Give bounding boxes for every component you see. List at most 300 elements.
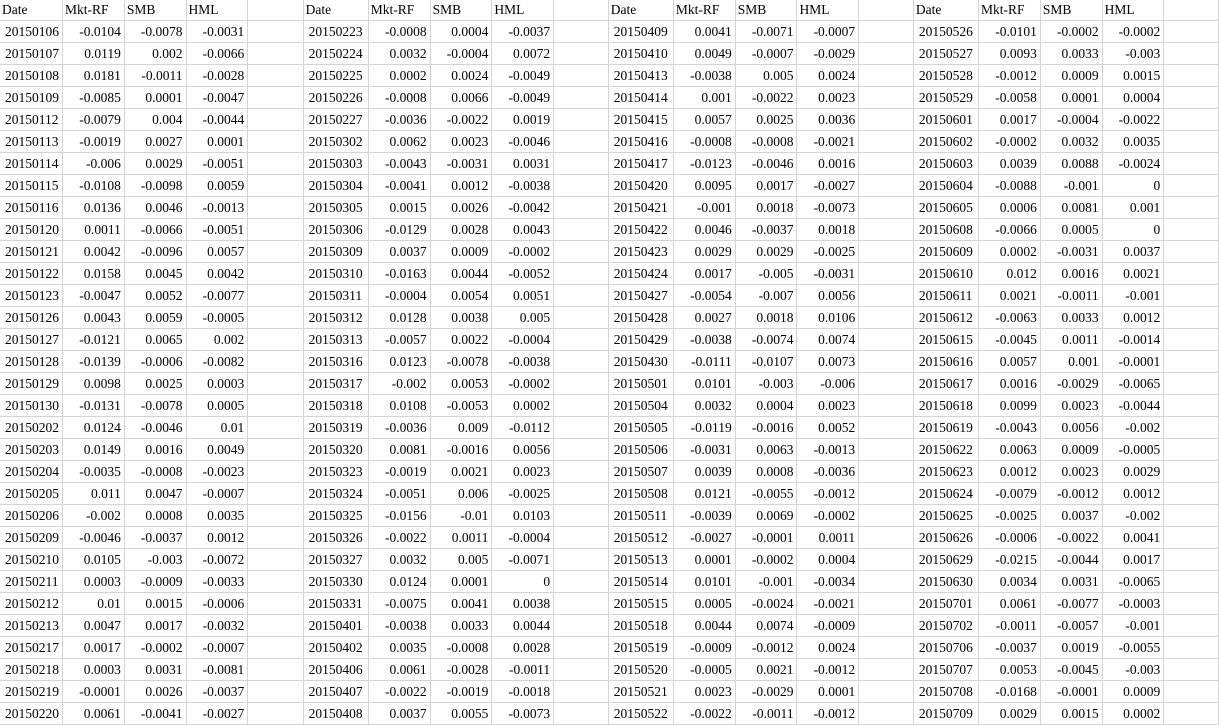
hml-cell[interactable]: -0.0002 bbox=[1102, 21, 1164, 43]
smb-cell[interactable]: 0.0063 bbox=[735, 439, 797, 461]
empty-cell[interactable] bbox=[859, 21, 914, 43]
mkt-rf-cell[interactable]: 0.0017 bbox=[673, 263, 735, 285]
empty-cell[interactable] bbox=[248, 593, 303, 615]
hml-cell[interactable]: 0.0052 bbox=[797, 417, 859, 439]
empty-cell[interactable] bbox=[554, 153, 609, 175]
mkt-rf-cell[interactable]: -0.0101 bbox=[979, 21, 1041, 43]
empty-cell[interactable] bbox=[1164, 571, 1219, 593]
empty-cell[interactable] bbox=[248, 637, 303, 659]
empty-cell[interactable] bbox=[248, 505, 303, 527]
mkt-rf-cell[interactable]: -0.0111 bbox=[673, 351, 735, 373]
mkt-rf-cell[interactable]: -0.0047 bbox=[63, 285, 125, 307]
date-cell[interactable]: 20150309 bbox=[304, 241, 369, 263]
empty-cell[interactable] bbox=[859, 0, 914, 21]
mkt-rf-cell[interactable]: 0.0021 bbox=[979, 285, 1041, 307]
smb-cell[interactable]: 0.009 bbox=[430, 417, 492, 439]
mkt-rf-cell[interactable]: 0.0037 bbox=[368, 241, 430, 263]
empty-cell[interactable] bbox=[859, 395, 914, 417]
smb-cell[interactable]: 0.0001 bbox=[1040, 87, 1102, 109]
empty-cell[interactable] bbox=[1164, 461, 1219, 483]
date-cell[interactable]: 20150224 bbox=[304, 43, 369, 65]
smb-cell[interactable]: -0.0029 bbox=[735, 681, 797, 703]
empty-cell[interactable] bbox=[1164, 0, 1219, 21]
empty-cell[interactable] bbox=[859, 263, 914, 285]
mkt-rf-cell[interactable]: -0.0008 bbox=[368, 21, 430, 43]
smb-cell[interactable]: -0.005 bbox=[735, 263, 797, 285]
empty-cell[interactable] bbox=[248, 109, 303, 131]
smb-cell[interactable]: 0.0033 bbox=[1040, 43, 1102, 65]
smb-cell[interactable]: -0.0022 bbox=[735, 87, 797, 109]
hml-cell[interactable]: 0 bbox=[1102, 219, 1164, 241]
date-cell[interactable]: 20150526 bbox=[914, 21, 979, 43]
hml-cell[interactable]: 0.0009 bbox=[1102, 681, 1164, 703]
smb-cell[interactable]: 0.0038 bbox=[430, 307, 492, 329]
mkt-rf-cell[interactable]: -0.0025 bbox=[979, 505, 1041, 527]
mkt-rf-cell[interactable]: 0.0043 bbox=[63, 307, 125, 329]
empty-cell[interactable] bbox=[1164, 417, 1219, 439]
mkt-rf-cell[interactable]: 0.0061 bbox=[368, 659, 430, 681]
smb-cell[interactable]: 0.0046 bbox=[124, 197, 186, 219]
mkt-rf-cell[interactable]: 0.0029 bbox=[673, 241, 735, 263]
date-cell[interactable]: 20150430 bbox=[609, 351, 674, 373]
date-cell[interactable]: 20150702 bbox=[914, 615, 979, 637]
mkt-rf-cell[interactable]: 0.0039 bbox=[979, 153, 1041, 175]
date-cell[interactable]: 20150327 bbox=[304, 549, 369, 571]
date-cell[interactable]: 20150420 bbox=[609, 175, 674, 197]
empty-cell[interactable] bbox=[554, 417, 609, 439]
date-cell[interactable]: 20150305 bbox=[304, 197, 369, 219]
smb-cell[interactable]: 0.0045 bbox=[124, 263, 186, 285]
mkt-rf-cell[interactable]: -0.0108 bbox=[63, 175, 125, 197]
hml-cell[interactable]: 0.0004 bbox=[1102, 87, 1164, 109]
smb-cell[interactable]: -0.0008 bbox=[735, 131, 797, 153]
empty-cell[interactable] bbox=[859, 153, 914, 175]
smb-cell[interactable]: -0.0024 bbox=[735, 593, 797, 615]
date-cell[interactable]: 20150514 bbox=[609, 571, 674, 593]
empty-cell[interactable] bbox=[859, 637, 914, 659]
empty-cell[interactable] bbox=[248, 329, 303, 351]
date-cell[interactable]: 20150604 bbox=[914, 175, 979, 197]
hml-cell[interactable]: 0.0041 bbox=[1102, 527, 1164, 549]
hml-cell[interactable]: 0.0017 bbox=[1102, 549, 1164, 571]
hml-cell[interactable]: -0.0002 bbox=[492, 241, 554, 263]
smb-cell[interactable]: -0.0022 bbox=[430, 109, 492, 131]
mkt-rf-cell[interactable]: 0.0029 bbox=[979, 703, 1041, 725]
date-cell[interactable]: 20150225 bbox=[304, 65, 369, 87]
empty-cell[interactable] bbox=[248, 571, 303, 593]
hml-cell[interactable]: 0.0051 bbox=[492, 285, 554, 307]
smb-cell[interactable]: 0.0028 bbox=[430, 219, 492, 241]
smb-cell[interactable]: 0.0017 bbox=[735, 175, 797, 197]
empty-cell[interactable] bbox=[859, 527, 914, 549]
empty-cell[interactable] bbox=[248, 417, 303, 439]
hml-cell[interactable]: 0.0073 bbox=[797, 351, 859, 373]
date-cell[interactable]: 20150304 bbox=[304, 175, 369, 197]
empty-cell[interactable] bbox=[554, 197, 609, 219]
smb-cell[interactable]: 0.0026 bbox=[124, 681, 186, 703]
mkt-rf-cell[interactable]: -0.0131 bbox=[63, 395, 125, 417]
date-cell[interactable]: 20150206 bbox=[0, 505, 63, 527]
empty-cell[interactable] bbox=[554, 571, 609, 593]
empty-cell[interactable] bbox=[554, 263, 609, 285]
hml-cell[interactable]: -0.0038 bbox=[492, 351, 554, 373]
hml-cell[interactable]: -0.0072 bbox=[186, 549, 248, 571]
date-cell[interactable]: 20150313 bbox=[304, 329, 369, 351]
empty-cell[interactable] bbox=[859, 439, 914, 461]
mkt-rf-cell[interactable]: 0.0032 bbox=[368, 43, 430, 65]
date-cell[interactable]: 20150123 bbox=[0, 285, 63, 307]
hml-cell[interactable]: 0.0024 bbox=[797, 65, 859, 87]
mkt-rf-cell[interactable]: -0.0041 bbox=[368, 175, 430, 197]
hml-cell[interactable]: -0.0038 bbox=[492, 175, 554, 197]
empty-cell[interactable] bbox=[859, 87, 914, 109]
empty-cell[interactable] bbox=[248, 307, 303, 329]
mkt-rf-cell[interactable]: 0.0015 bbox=[368, 197, 430, 219]
date-cell[interactable]: 20150226 bbox=[304, 87, 369, 109]
mkt-rf-cell[interactable]: 0.0016 bbox=[979, 373, 1041, 395]
smb-cell[interactable]: 0.0069 bbox=[735, 505, 797, 527]
smb-cell[interactable]: -0.0016 bbox=[430, 439, 492, 461]
smb-cell[interactable]: -0.0006 bbox=[124, 351, 186, 373]
smb-cell[interactable]: -0.0053 bbox=[430, 395, 492, 417]
date-cell[interactable]: 20150212 bbox=[0, 593, 63, 615]
empty-cell[interactable] bbox=[859, 373, 914, 395]
smb-cell[interactable]: 0.0011 bbox=[430, 527, 492, 549]
date-cell[interactable]: 20150511 bbox=[609, 505, 674, 527]
smb-cell[interactable]: -0.003 bbox=[124, 549, 186, 571]
empty-cell[interactable] bbox=[248, 395, 303, 417]
date-cell[interactable]: 20150630 bbox=[914, 571, 979, 593]
smb-cell[interactable]: -0.0001 bbox=[1040, 681, 1102, 703]
empty-cell[interactable] bbox=[554, 65, 609, 87]
date-cell[interactable]: 20150428 bbox=[609, 307, 674, 329]
empty-cell[interactable] bbox=[1164, 395, 1219, 417]
date-cell[interactable]: 20150113 bbox=[0, 131, 63, 153]
smb-cell[interactable]: 0.001 bbox=[1040, 351, 1102, 373]
hml-cell[interactable]: -0.0001 bbox=[1102, 351, 1164, 373]
mkt-rf-cell[interactable]: 0.0012 bbox=[979, 461, 1041, 483]
header-hml-cell[interactable]: HML bbox=[797, 0, 859, 21]
smb-cell[interactable]: 0.0054 bbox=[430, 285, 492, 307]
date-cell[interactable]: 20150109 bbox=[0, 87, 63, 109]
empty-cell[interactable] bbox=[248, 153, 303, 175]
mkt-rf-cell[interactable]: 0.0037 bbox=[368, 703, 430, 725]
empty-cell[interactable] bbox=[1164, 263, 1219, 285]
smb-cell[interactable]: -0.0031 bbox=[430, 153, 492, 175]
mkt-rf-cell[interactable]: -0.0215 bbox=[979, 549, 1041, 571]
header-hml-cell[interactable]: HML bbox=[186, 0, 248, 21]
empty-cell[interactable] bbox=[248, 527, 303, 549]
smb-cell[interactable]: 0.006 bbox=[430, 483, 492, 505]
mkt-rf-cell[interactable]: 0.0128 bbox=[368, 307, 430, 329]
mkt-rf-cell[interactable]: 0.0105 bbox=[63, 549, 125, 571]
hml-cell[interactable]: -0.0031 bbox=[797, 263, 859, 285]
hml-cell[interactable]: 0.0001 bbox=[186, 131, 248, 153]
empty-cell[interactable] bbox=[248, 43, 303, 65]
date-cell[interactable]: 20150601 bbox=[914, 109, 979, 131]
mkt-rf-cell[interactable]: 0.0057 bbox=[979, 351, 1041, 373]
date-cell[interactable]: 20150202 bbox=[0, 417, 63, 439]
date-cell[interactable]: 20150625 bbox=[914, 505, 979, 527]
hml-cell[interactable]: -0.0012 bbox=[797, 659, 859, 681]
date-cell[interactable]: 20150121 bbox=[0, 241, 63, 263]
date-cell[interactable]: 20150422 bbox=[609, 219, 674, 241]
date-cell[interactable]: 20150618 bbox=[914, 395, 979, 417]
empty-cell[interactable] bbox=[1164, 527, 1219, 549]
empty-cell[interactable] bbox=[1164, 351, 1219, 373]
mkt-rf-cell[interactable]: -0.0035 bbox=[63, 461, 125, 483]
hml-cell[interactable]: 0.0037 bbox=[1102, 241, 1164, 263]
header-smb-cell[interactable]: SMB bbox=[124, 0, 186, 21]
smb-cell[interactable]: 0.0031 bbox=[124, 659, 186, 681]
mkt-rf-cell[interactable]: 0.0099 bbox=[979, 395, 1041, 417]
empty-cell[interactable] bbox=[248, 21, 303, 43]
mkt-rf-cell[interactable]: 0.0121 bbox=[673, 483, 735, 505]
date-cell[interactable]: 20150423 bbox=[609, 241, 674, 263]
smb-cell[interactable]: -0.0007 bbox=[735, 43, 797, 65]
hml-cell[interactable]: -0.0005 bbox=[1102, 439, 1164, 461]
header-smb-cell[interactable]: SMB bbox=[735, 0, 797, 21]
empty-cell[interactable] bbox=[554, 593, 609, 615]
hml-cell[interactable]: -0.003 bbox=[1102, 43, 1164, 65]
empty-cell[interactable] bbox=[248, 461, 303, 483]
empty-cell[interactable] bbox=[1164, 659, 1219, 681]
date-cell[interactable]: 20150619 bbox=[914, 417, 979, 439]
smb-cell[interactable]: -0.0011 bbox=[1040, 285, 1102, 307]
date-cell[interactable]: 20150114 bbox=[0, 153, 63, 175]
mkt-rf-cell[interactable]: 0.0108 bbox=[368, 395, 430, 417]
smb-cell[interactable]: 0.0009 bbox=[1040, 65, 1102, 87]
hml-cell[interactable]: -0.0021 bbox=[797, 131, 859, 153]
smb-cell[interactable]: 0.004 bbox=[124, 109, 186, 131]
smb-cell[interactable]: -0.0078 bbox=[124, 21, 186, 43]
hml-cell[interactable]: -0.0034 bbox=[797, 571, 859, 593]
header-date-cell[interactable]: Date bbox=[609, 0, 674, 21]
empty-cell[interactable] bbox=[859, 307, 914, 329]
hml-cell[interactable]: 0.005 bbox=[492, 307, 554, 329]
smb-cell[interactable]: 0.0026 bbox=[430, 197, 492, 219]
empty-cell[interactable] bbox=[554, 549, 609, 571]
date-cell[interactable]: 20150406 bbox=[304, 659, 369, 681]
mkt-rf-cell[interactable]: -0.002 bbox=[368, 373, 430, 395]
date-cell[interactable]: 20150609 bbox=[914, 241, 979, 263]
empty-cell[interactable] bbox=[859, 219, 914, 241]
mkt-rf-cell[interactable]: -0.0054 bbox=[673, 285, 735, 307]
empty-cell[interactable] bbox=[859, 351, 914, 373]
mkt-rf-cell[interactable]: 0.0095 bbox=[673, 175, 735, 197]
empty-cell[interactable] bbox=[859, 483, 914, 505]
date-cell[interactable]: 20150608 bbox=[914, 219, 979, 241]
smb-cell[interactable]: 0.0005 bbox=[1040, 219, 1102, 241]
hml-cell[interactable]: -0.0032 bbox=[186, 615, 248, 637]
hml-cell[interactable]: 0.0021 bbox=[1102, 263, 1164, 285]
smb-cell[interactable]: 0.0037 bbox=[1040, 505, 1102, 527]
date-cell[interactable]: 20150303 bbox=[304, 153, 369, 175]
date-cell[interactable]: 20150708 bbox=[914, 681, 979, 703]
smb-cell[interactable]: 0.0059 bbox=[124, 307, 186, 329]
date-cell[interactable]: 20150306 bbox=[304, 219, 369, 241]
header-mkt-rf-cell[interactable]: Mkt-RF bbox=[673, 0, 735, 21]
empty-cell[interactable] bbox=[554, 351, 609, 373]
hml-cell[interactable]: 0.0005 bbox=[186, 395, 248, 417]
header-smb-cell[interactable]: SMB bbox=[1040, 0, 1102, 21]
smb-cell[interactable]: -0.0012 bbox=[735, 637, 797, 659]
header-mkt-rf-cell[interactable]: Mkt-RF bbox=[979, 0, 1041, 21]
hml-cell[interactable]: 0.0059 bbox=[186, 175, 248, 197]
date-cell[interactable]: 20150108 bbox=[0, 65, 63, 87]
smb-cell[interactable]: 0.0011 bbox=[1040, 329, 1102, 351]
hml-cell[interactable]: 0.0056 bbox=[492, 439, 554, 461]
date-cell[interactable]: 20150115 bbox=[0, 175, 63, 197]
empty-cell[interactable] bbox=[1164, 43, 1219, 65]
empty-cell[interactable] bbox=[554, 373, 609, 395]
smb-cell[interactable]: -0.0009 bbox=[124, 571, 186, 593]
mkt-rf-cell[interactable]: 0.0098 bbox=[63, 373, 125, 395]
date-cell[interactable]: 20150211 bbox=[0, 571, 63, 593]
smb-cell[interactable]: 0.0044 bbox=[430, 263, 492, 285]
smb-cell[interactable]: 0.0021 bbox=[430, 461, 492, 483]
hml-cell[interactable]: -0.0037 bbox=[186, 681, 248, 703]
smb-cell[interactable]: 0.0023 bbox=[1040, 461, 1102, 483]
mkt-rf-cell[interactable]: 0.0017 bbox=[63, 637, 125, 659]
mkt-rf-cell[interactable]: 0.0093 bbox=[979, 43, 1041, 65]
mkt-rf-cell[interactable]: 0.0023 bbox=[673, 681, 735, 703]
smb-cell[interactable]: 0.0021 bbox=[735, 659, 797, 681]
date-cell[interactable]: 20150316 bbox=[304, 351, 369, 373]
hml-cell[interactable]: -0.0004 bbox=[492, 329, 554, 351]
date-cell[interactable]: 20150310 bbox=[304, 263, 369, 285]
smb-cell[interactable]: -0.0098 bbox=[124, 175, 186, 197]
empty-cell[interactable] bbox=[1164, 637, 1219, 659]
hml-cell[interactable]: -0.0073 bbox=[797, 197, 859, 219]
mkt-rf-cell[interactable]: 0.0046 bbox=[673, 219, 735, 241]
date-cell[interactable]: 20150223 bbox=[304, 21, 369, 43]
hml-cell[interactable]: 0.0043 bbox=[492, 219, 554, 241]
mkt-rf-cell[interactable]: -0.0019 bbox=[63, 131, 125, 153]
mkt-rf-cell[interactable]: 0.0006 bbox=[979, 197, 1041, 219]
smb-cell[interactable]: 0.0015 bbox=[1040, 703, 1102, 725]
hml-cell[interactable]: -0.0012 bbox=[797, 483, 859, 505]
hml-cell[interactable]: -0.0077 bbox=[186, 285, 248, 307]
hml-cell[interactable]: 0.0019 bbox=[492, 109, 554, 131]
mkt-rf-cell[interactable]: -0.0046 bbox=[63, 527, 125, 549]
empty-cell[interactable] bbox=[554, 395, 609, 417]
mkt-rf-cell[interactable]: -0.0031 bbox=[673, 439, 735, 461]
date-cell[interactable]: 20150129 bbox=[0, 373, 63, 395]
empty-cell[interactable] bbox=[1164, 307, 1219, 329]
mkt-rf-cell[interactable]: 0.0017 bbox=[979, 109, 1041, 131]
smb-cell[interactable]: -0.0107 bbox=[735, 351, 797, 373]
hml-cell[interactable]: 0.0035 bbox=[1102, 131, 1164, 153]
smb-cell[interactable]: 0.0009 bbox=[430, 241, 492, 263]
hml-cell[interactable]: -0.0044 bbox=[1102, 395, 1164, 417]
mkt-rf-cell[interactable]: 0.0053 bbox=[979, 659, 1041, 681]
hml-cell[interactable]: -0.0009 bbox=[797, 615, 859, 637]
hml-cell[interactable]: 0.0035 bbox=[186, 505, 248, 527]
mkt-rf-cell[interactable]: 0.0158 bbox=[63, 263, 125, 285]
mkt-rf-cell[interactable]: -0.0045 bbox=[979, 329, 1041, 351]
hml-cell[interactable]: -0.0046 bbox=[492, 131, 554, 153]
smb-cell[interactable]: 0.0029 bbox=[124, 153, 186, 175]
empty-cell[interactable] bbox=[1164, 131, 1219, 153]
date-cell[interactable]: 20150701 bbox=[914, 593, 979, 615]
empty-cell[interactable] bbox=[554, 241, 609, 263]
date-cell[interactable]: 20150320 bbox=[304, 439, 369, 461]
hml-cell[interactable]: -0.002 bbox=[1102, 417, 1164, 439]
empty-cell[interactable] bbox=[554, 681, 609, 703]
hml-cell[interactable]: 0.0038 bbox=[492, 593, 554, 615]
mkt-rf-cell[interactable]: -0.0037 bbox=[979, 637, 1041, 659]
empty-cell[interactable] bbox=[859, 329, 914, 351]
date-cell[interactable]: 20150410 bbox=[609, 43, 674, 65]
mkt-rf-cell[interactable]: -0.0008 bbox=[368, 87, 430, 109]
hml-cell[interactable]: 0 bbox=[1102, 175, 1164, 197]
header-mkt-rf-cell[interactable]: Mkt-RF bbox=[63, 0, 125, 21]
empty-cell[interactable] bbox=[248, 0, 303, 21]
smb-cell[interactable]: 0.0004 bbox=[430, 21, 492, 43]
smb-cell[interactable]: 0.0088 bbox=[1040, 153, 1102, 175]
smb-cell[interactable]: -0.0028 bbox=[430, 659, 492, 681]
empty-cell[interactable] bbox=[554, 439, 609, 461]
hml-cell[interactable]: -0.0036 bbox=[797, 461, 859, 483]
empty-cell[interactable] bbox=[1164, 373, 1219, 395]
smb-cell[interactable]: 0.0065 bbox=[124, 329, 186, 351]
mkt-rf-cell[interactable]: -0.0063 bbox=[979, 307, 1041, 329]
hml-cell[interactable]: -0.003 bbox=[1102, 659, 1164, 681]
hml-cell[interactable]: -0.001 bbox=[1102, 285, 1164, 307]
hml-cell[interactable]: -0.0023 bbox=[186, 461, 248, 483]
empty-cell[interactable] bbox=[1164, 483, 1219, 505]
empty-cell[interactable] bbox=[1164, 505, 1219, 527]
smb-cell[interactable]: 0.0055 bbox=[430, 703, 492, 725]
empty-cell[interactable] bbox=[859, 241, 914, 263]
smb-cell[interactable]: 0.0001 bbox=[430, 571, 492, 593]
smb-cell[interactable]: -0.0037 bbox=[735, 219, 797, 241]
date-cell[interactable]: 20150624 bbox=[914, 483, 979, 505]
date-cell[interactable]: 20150622 bbox=[914, 439, 979, 461]
hml-cell[interactable]: 0.0056 bbox=[797, 285, 859, 307]
smb-cell[interactable]: 0.005 bbox=[430, 549, 492, 571]
header-mkt-rf-cell[interactable]: Mkt-RF bbox=[368, 0, 430, 21]
mkt-rf-cell[interactable]: -0.0022 bbox=[368, 527, 430, 549]
mkt-rf-cell[interactable]: -0.0022 bbox=[673, 703, 735, 725]
mkt-rf-cell[interactable]: -0.0139 bbox=[63, 351, 125, 373]
empty-cell[interactable] bbox=[859, 659, 914, 681]
date-cell[interactable]: 20150203 bbox=[0, 439, 63, 461]
mkt-rf-cell[interactable]: 0.011 bbox=[63, 483, 125, 505]
smb-cell[interactable]: 0.0022 bbox=[430, 329, 492, 351]
mkt-rf-cell[interactable]: 0.0057 bbox=[673, 109, 735, 131]
smb-cell[interactable]: -0.001 bbox=[1040, 175, 1102, 197]
header-hml-cell[interactable]: HML bbox=[1102, 0, 1164, 21]
smb-cell[interactable]: 0.0041 bbox=[430, 593, 492, 615]
mkt-rf-cell[interactable]: 0.01 bbox=[63, 593, 125, 615]
hml-cell[interactable]: 0.0002 bbox=[492, 395, 554, 417]
smb-cell[interactable]: 0.0031 bbox=[1040, 571, 1102, 593]
hml-cell[interactable]: -0.0024 bbox=[1102, 153, 1164, 175]
smb-cell[interactable]: -0.0019 bbox=[430, 681, 492, 703]
smb-cell[interactable]: -0.0002 bbox=[124, 637, 186, 659]
date-cell[interactable]: 20150220 bbox=[0, 703, 63, 725]
mkt-rf-cell[interactable]: -0.0011 bbox=[979, 615, 1041, 637]
empty-cell[interactable] bbox=[1164, 703, 1219, 725]
empty-cell[interactable] bbox=[1164, 681, 1219, 703]
mkt-rf-cell[interactable]: -0.0036 bbox=[368, 417, 430, 439]
smb-cell[interactable]: -0.003 bbox=[735, 373, 797, 395]
hml-cell[interactable]: -0.0007 bbox=[797, 21, 859, 43]
smb-cell[interactable]: 0.0023 bbox=[430, 131, 492, 153]
empty-cell[interactable] bbox=[554, 21, 609, 43]
